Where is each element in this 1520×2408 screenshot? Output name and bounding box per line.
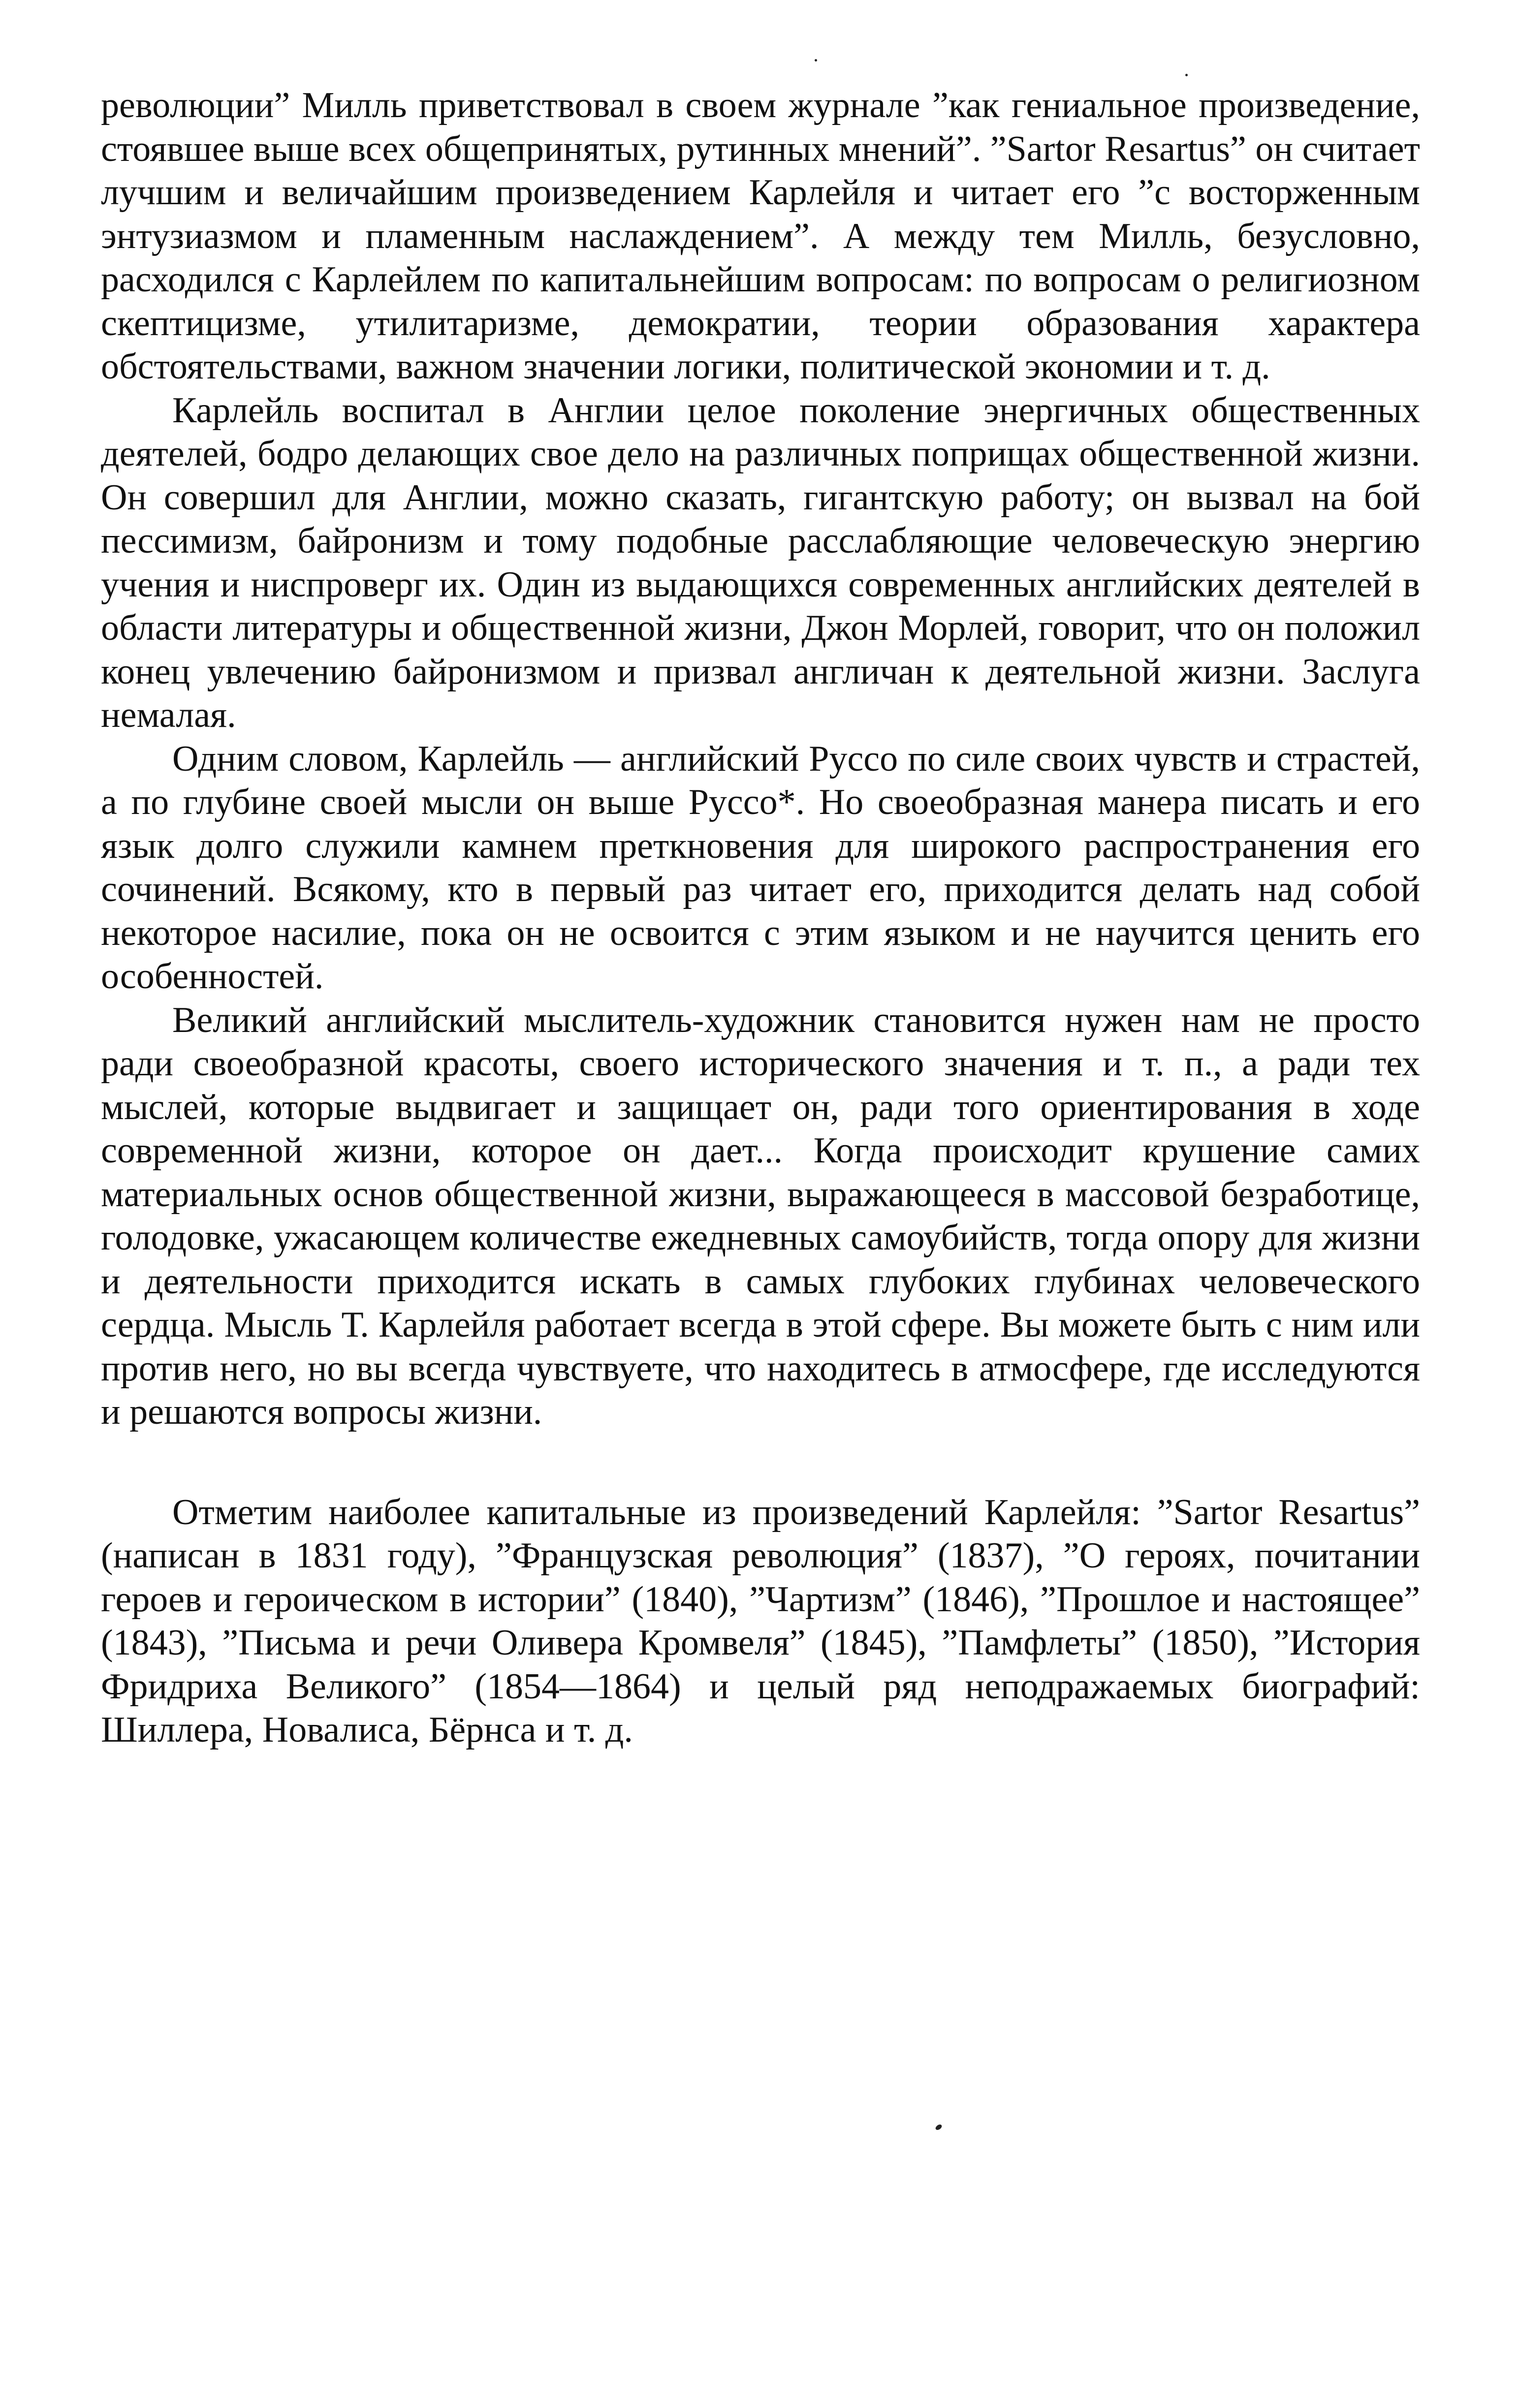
paragraph-3: Одним словом, Карлейль — английский Руссо по силе своих чувств и страстей, а по глубине своей мысли он выше Руссо*. Но своеобразная манера писать и его язык долго служили камнем преткновения для широкого распространения его сочинений. Всякому, кто в первый раз читает его, приходится делать над собой некоторое насилие, пока он не освоится с этим языком и не научится ценить его особенностей. [101, 738, 1420, 997]
scan-speck [1185, 74, 1188, 76]
scan-speck [815, 59, 817, 62]
paragraph-1: революции” Милль приветствовал в своем журнале ”как гениальное произведение, стоявшее выше всех общепринятых, рутинных мнений”. ”Sartor Resartus” он считает лучшим и величайшим произведением Карлейля и читает его ”с восторженным энтузиазмом и пламенным наслаждением”. А между тем Милль, безусловно, расходился с Карлейлем по капитальнейшим вопросам: по вопросам о религиозном скептицизме, утилитаризме, демократии, теории образования характера обстоятельствами, важном значении логики, политической экономии и т. д. [101, 85, 1420, 387]
paragraph-works-list: Отметим наиболее капитальные из произведений Карлейля: ”Sartor Resartus” (написан в 1831 году), ”Французская революция” (1837), ”О героях, почитании героев и героическом в истории” (1840), ”Чартизм” (1846), ”Прошлое и настоящее” (1843), ”Письма и речи Оливера Кромвеля” (1845), ”Памфлеты” (1850), ”История Фридриха Великого” (1854—1864) и целый ряд неподражаемых биографий: Шиллера, Новалиса, Бёрнса и т. д. [101, 1492, 1420, 1750]
paragraph-2: Карлейль воспитал в Англии целое поколение энергичных общественных деятелей, бодро делающих свое дело на различных поприщах общественной жизни. Он совершил для Англии, можно сказать, гигантскую работу; он вызвал на бой пессимизм, байронизм и тому подобные расслабляющие человеческую энергию учения и ниспроверг их. Один из выдающихся современных английских деятелей в области литературы и общественной жизни, Джон Морлей, говорит, что он положил конец увлечению байронизмом и призвал англичан к деятельной жизни. Заслуга немалая. [101, 390, 1420, 735]
paragraph-4: Великий английский мыслитель-художник становится нужен нам не просто ради своеобразной красоты, своего исторического значения и т. п., а ради тех мыслей, которые выдвигает и защищает он, ради того ориентирования в ходе современной жизни, которое он дает... Когда происходит крушение самих материальных основ общественной жизни, выражающееся в массовой безработице, голодовке, ужасающем количестве ежедневных самоубийств, тогда опору для жизни и деятельности приходится искать в самых глубоких глубинах человеческого сердца. Мысль Т. Карлейля работает всегда в этой сфере. Вы можете быть с ним или против него, но вы всегда чувствуете, что находитесь в атмосфере, где исследуются и решаются вопросы жизни. [101, 1000, 1420, 1432]
page-body [101, 84, 1420, 1752]
scan-speck [935, 2124, 943, 2131]
section-gap [101, 1434, 1420, 1491]
